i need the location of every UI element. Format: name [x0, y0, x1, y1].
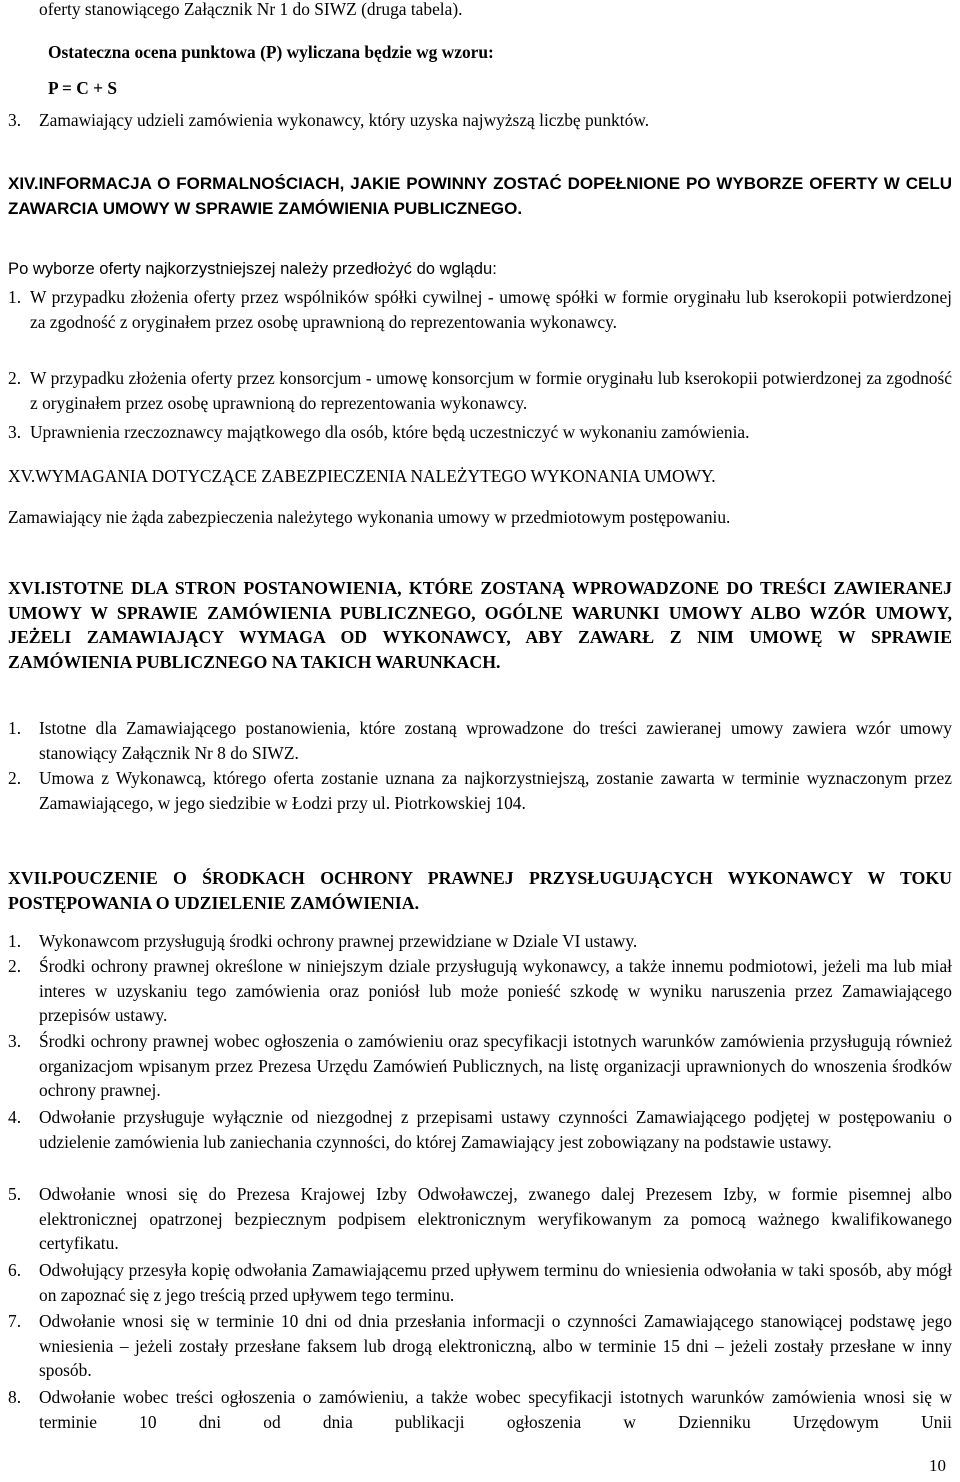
list-item: 1. W przypadku złożenia oferty przez wspólników spółki cywilnej - umowę spółki w formie oryginału lub kserokopii potwierdzonej za zgodność z oryginałem przez osobę uprawnioną do reprezentowania wykonawcy.: [8, 287, 952, 332]
list-item: 3. Uprawnienia rzeczoznawcy majątkowego dla osób, które będą uczestniczyć w wykonaniu zamówienia.: [8, 422, 750, 442]
list-item: 2. W przypadku złożenia oferty przez konsorcjum - umowę konsorcjum w formie oryginału lub kserokopii potwierdzonej za zgodność z oryginałem przez osobę uprawnioną do reprezentowania wykonawcy.: [8, 368, 952, 413]
section-heading-xvi: XVI.ISTOTNE DLA STRON POSTANOWIENIA, KTÓRE ZOSTANĄ WPROWADZONE DO TREŚCI ZAWIERANEJ UMOWY W SPRAWIE ZAMÓWIENIA PUBLICZNEGO, OGÓLNE WARUNKI UMOWY ALBO WZÓR UMOWY, JEŻELI ZAMAWIAJĄCY WYMAGA OD WYKONAWCY, ABY ZAWARŁ Z NIM UMOWĘ W SPRAWIE ZAMÓWIENIA PUBLICZNEGO NA TAKICH WARUNKACH.: [8, 578, 952, 672]
list-item: 3. Zamawiający udzieli zamówienia wykonawcy, który uzyska najwyższą liczbę punktów.: [8, 110, 650, 130]
list-item: 8. Odwołanie wobec treści ogłoszenia o zamówieniu, a także wobec specyfikacji istotnych warunków zamówienia wnosi się w terminie 10 dni od dnia publikacji ogłoszenia w Dzienniku Urzędowym Unii: [8, 1387, 952, 1432]
list-item: 6. Odwołujący przesyła kopię odwołania Zamawiającemu przed upływem terminu do wniesienia odwołania w taki sposób, aby mógł on zapoznać się z jego treścią przed upływem tego terminu.: [8, 1260, 952, 1305]
list-item: 5. Odwołanie wnosi się do Prezesa Krajowej Izby Odwoławczej, zwanego dalej Prezesem Izby, w formie pisemnej albo elektronicznej opatrzonej bezpiecznym podpisem elektronicznym weryfikowanym za pomocą ważnego kwalifikowanego certyfikatu.: [8, 1184, 952, 1253]
list-item: 4. Odwołanie przysługuje wyłącznie od niezgodnej z przepisami ustawy czynności Zamawiającego podjętej w postępowaniu o udzielenie zamówienia lub zaniechania czynności, do której Zamawiający jest zobowiązany na podstawie ustawy.: [8, 1107, 952, 1152]
list-item: 7. Odwołanie wnosi się w terminie 10 dni od dnia przesłania informacji o czynności Zamawiającego stanowiącej podstawę jego wniesienia – jeżeli zostały przesłane faksem lub drogą elektroniczną, albo w terminie 15 dni – jeżeli zostały przesłane w inny sposób.: [8, 1311, 952, 1380]
formula: P = C + S: [48, 78, 118, 98]
section-text: Zamawiający nie żąda zabezpieczenia należytego wykonania umowy w przedmiotowym postępowaniu.: [8, 507, 731, 527]
continuation-line: oferty stanowiącego Załącznik Nr 1 do SIWZ (druga tabela).: [39, 0, 463, 19]
section-heading-xvii: XVII.POUCZENIE O ŚRODKACH OCHRONY PRAWNEJ PRZYSŁUGUJĄCYCH WYKONAWCY W TOKU POSTĘPOWANIA O UDZIELENIE ZAMÓWIENIA.: [8, 868, 952, 913]
list-item: 2. Środki ochrony prawnej określone w niniejszym dziale przysługują wykonawcy, a także innemu podmiotowi, jeżeli ma lub miał interes w uzyskaniu tego zamówienia oraz poniósł lub może ponieść szkodę w wyniku naruszenia przez Zamawiającego przepisów ustawy.: [8, 956, 952, 1025]
list-item: 2. Umowa z Wykonawcą, którego oferta zostanie uznana za najkorzystniejszą, zostanie zawarta w terminie wyznaczonym przez Zamawiającego, w jego siedzibie w Łodzi przy ul. Piotrkowskiej 104.: [8, 768, 952, 813]
page-number: 10: [929, 1455, 946, 1475]
formula-intro: Ostateczna ocena punktowa (P) wyliczana będzie wg wzoru:: [48, 42, 494, 62]
section-intro: Po wyborze oferty najkorzystniejszej należy przedłożyć do wglądu:: [8, 259, 497, 278]
list-item: 3. Środki ochrony prawnej wobec ogłoszenia o zamówieniu oraz specyfikacji istotnych warunków zamówienia przysługują również organizacjom wpisanym przez Prezesa Urzędu Zamówień Publicznych, na listę organizacji uprawnionych do wnoszenia środków ochrony prawnej.: [8, 1031, 952, 1100]
section-heading-xv: XV.WYMAGANIA DOTYCZĄCE ZABEZPIECZENIA NALEŻYTEGO WYKONANIA UMOWY.: [8, 466, 716, 486]
list-item: 1. Istotne dla Zamawiającego postanowienia, które zostaną wprowadzone do treści zawieranej umowy zawiera wzór umowy stanowiący Załącznik Nr 8 do SIWZ.: [8, 718, 952, 763]
section-heading-xiv: XIV.INFORMACJA O FORMALNOŚCIACH, JAKIE POWINNY ZOSTAĆ DOPEŁNIONE PO WYBORZE OFERTY W CELU ZAWARCIA UMOWY W SPRAWIE ZAMÓWIENIA PUBLICZNEGO.: [8, 174, 952, 218]
list-item: 1. Wykonawcom przysługują środki ochrony prawnej przewidziane w Dziale VI ustawy.: [8, 931, 638, 951]
